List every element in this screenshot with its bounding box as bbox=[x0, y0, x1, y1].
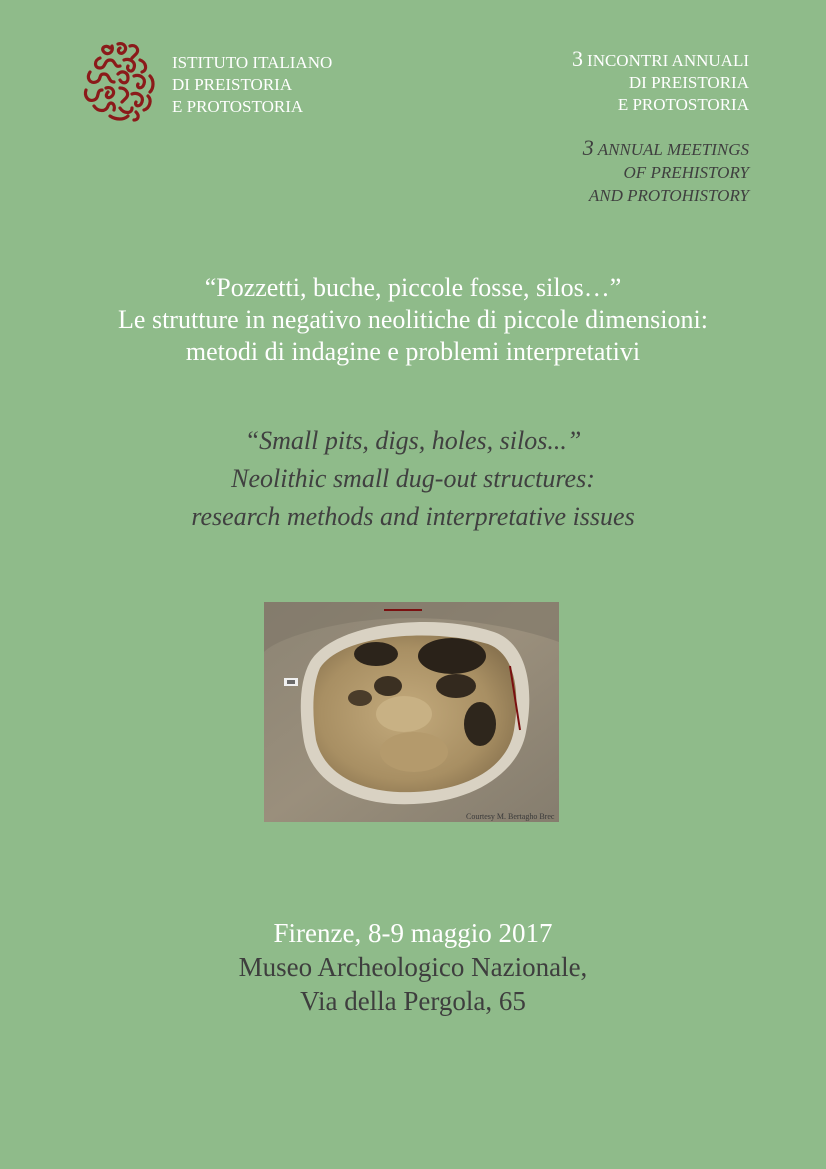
institute-line: E PROTOSTORIA bbox=[172, 97, 304, 116]
institute-name bbox=[172, 52, 332, 118]
series-number: 3 bbox=[572, 46, 584, 71]
title-line: “Pozzetti, buche, piccole fosse, silos…” bbox=[204, 273, 622, 302]
title-line: “Small pits, digs, holes, silos...” bbox=[244, 426, 582, 455]
title-line: metodi di indagine e problemi interpretativi bbox=[185, 337, 641, 366]
series-line: INCONTRI ANNUALI bbox=[587, 51, 749, 70]
title-italian bbox=[0, 272, 826, 368]
series-heading-italian bbox=[572, 48, 749, 116]
event-details bbox=[0, 916, 826, 1018]
series-line: ANNUAL MEETINGS bbox=[597, 140, 749, 159]
series-line: E PROTOSTORIA bbox=[617, 95, 749, 114]
institute-logo-icon bbox=[80, 40, 162, 124]
title-english bbox=[0, 422, 826, 536]
title-line: research methods and interpretative issues bbox=[191, 502, 635, 531]
institute-line: ISTITUTO ITALIANO bbox=[172, 53, 333, 72]
institute-line: DI PREISTORIA bbox=[172, 75, 293, 94]
photo-credit: Courtesy M. Bertagho Brec bbox=[466, 812, 555, 821]
series-heading-english bbox=[583, 136, 749, 207]
event-venue-line: Museo Archeologico Nazionale, bbox=[238, 952, 588, 982]
event-venue-line: Via della Pergola, 65 bbox=[300, 986, 526, 1016]
series-line: AND PROTOHISTORY bbox=[588, 186, 749, 205]
series-line: DI PREISTORIA bbox=[628, 73, 749, 92]
title-line: Le strutture in negativo neolitiche di piccole dimensioni: bbox=[118, 305, 708, 334]
excavation-photo bbox=[264, 602, 559, 822]
event-date: Firenze, 8-9 maggio 2017 bbox=[273, 918, 553, 948]
title-line: Neolithic small dug-out structures: bbox=[231, 464, 595, 493]
series-line: OF PREHISTORY bbox=[623, 163, 749, 182]
series-number: 3 bbox=[582, 135, 594, 160]
